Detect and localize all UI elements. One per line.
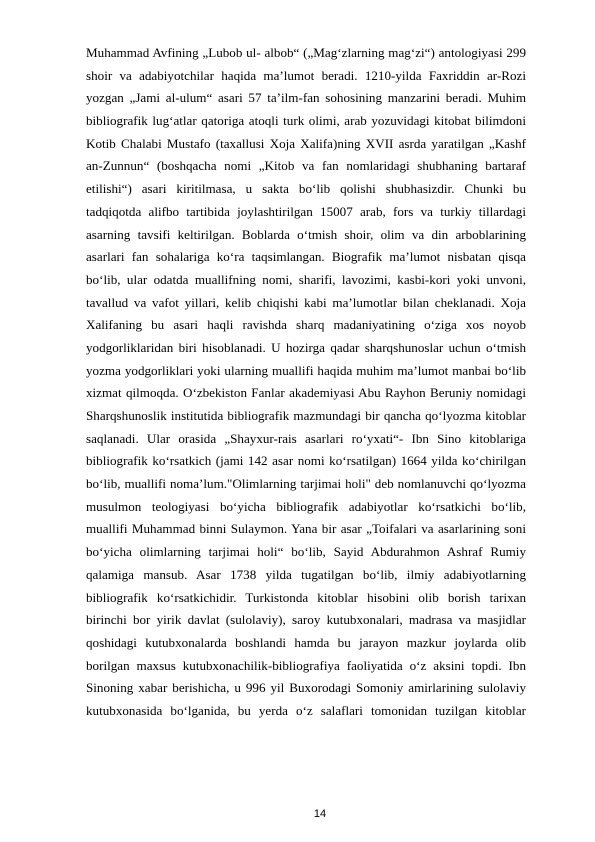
- text-line: tadqiqotda alifbo tartibida joylashtirilgan 15007 arab, fors va turkiy tillardagi: [86, 203, 526, 219]
- text-line: yozgan „Jami al-ulum“ asari 57 ta’ilm-fan sohosining manzarini beradi. Muhim: [86, 90, 526, 106]
- text-line: borilgan maxsus kutubxonachilik-bibliografiya faoliyatida o‘z aksini topdi. Ibn: [86, 657, 526, 673]
- text-line: Xalifaning bu asari haqli ravishda sharq madaniyatining o‘ziga xos noyob: [86, 317, 526, 333]
- text-line: yodgorliklaridan biri hisoblanadi. U hozirga qadar sharqshunoslar uchun o‘tmish: [86, 339, 526, 355]
- text-line: an-Zunnun“ (boshqacha nomi „Kitob va fan nomlaridagi shubhaning bartaraf: [86, 158, 526, 174]
- text-line: Kotib Chalabi Mustafo (taxallusi Xoja Xalifa)ning XVII asrda yaratilgan „Kashf: [86, 135, 526, 151]
- text-line: asarning tavsifi keltirilgan. Boblarda o‘tmish shoir, olim va din arboblarining: [86, 226, 526, 242]
- text-line: etilishi“) asari kiritilmasa, u sakta bo‘lib qolishi shubhasizdir. Chunki bu: [86, 181, 526, 197]
- text-line: qoshidagi kutubxonalarda boshlandi hamda bu jarayon mazkur joylarda olib: [86, 634, 526, 650]
- text-line: birinchi bor yirik davlat (sulolaviy), saroy kutubxonalari, madrasa va masjidlar: [86, 612, 526, 628]
- text-line: bibliografik ko‘rsatkich (jami 142 asar nomi ko‘rsatilgan) 1664 yilda ko‘chirilgan: [86, 453, 526, 469]
- text-line: kutubxonasida bo‘lganida, bu yerda o‘z salaflari tomonidan tuzilgan kitoblar: [86, 702, 526, 718]
- body-paragraph: [86, 42, 526, 723]
- text-line: bo‘lib, muallifi noma’lum."Olimlarning tarjimai holi" deb nomlanuvchi qo‘lyozma: [86, 476, 526, 492]
- text-line: bo‘yicha olimlarning tarjimai holi“ bo‘lib, Sayid Abdurahmon Ashraf Rumiy: [86, 544, 526, 560]
- text-line: xizmat qilmoqda. O‘zbekiston Fanlar akademiyasi Abu Rayhon Beruniy nomidagi: [86, 385, 526, 401]
- text-line: Sharqshunoslik institutida bibliografik mazmundagi bir qancha qo‘lyozma kitoblar: [86, 408, 526, 423]
- text-line: musulmon teologiyasi bo‘yicha bibliografik adabiyotlar ko‘rsatkichi bo‘lib,: [86, 498, 526, 514]
- text-line: shoir va adabiyotchilar haqida ma’lumot beradi. 1210-yilda Faxriddin ar-Rozi: [86, 67, 526, 83]
- text-line: yozma yodgorliklari yoki ularning muallifi haqida muhim ma’lumot manbai bo‘lib: [86, 362, 526, 378]
- text-line: saqlanadi. Ular orasida „Shayxur-rais asarlari ro‘yxati“- Ibn Sino kitoblariga: [86, 430, 526, 446]
- text-line: Sinoning xabar berishicha, u 996 yil Buxorodagi Somoniy amirlarining sulolaviy: [86, 680, 526, 696]
- text-line: bibliografik lug‘atlar qatoriga atoqli turk olimi, arab yozuvidagi kitobat bilimdoni: [86, 113, 526, 129]
- text-line: muallifi Muhammad binni Sulaymon. Yana bir asar „Toifalari va asarlarining soni: [86, 521, 526, 537]
- text-line: bibliografik ko‘rsatkichidir. Turkistonda kitoblar hisobini olib borish tarixan: [86, 589, 526, 605]
- text-line: tavallud va vafot yillari, kelib chiqishi kabi ma’lumotlar bilan cheklanadi. Xoja: [86, 294, 526, 310]
- page-number: 14: [313, 808, 327, 820]
- text-line: qalamiga mansub. Asar 1738 yilda tugatilgan bo‘lib, ilmiy adabiyotlarning: [86, 566, 526, 582]
- text-line: Muhammad Avfining „Lubob ul- albob“ („Mag‘zlarning mag‘zi“) antologiyasi 299: [86, 45, 526, 60]
- text-line: bo‘lib, ular odatda muallifning nomi, sharifi, lavozimi, kasbi-kori yoki unvoni,: [86, 271, 526, 287]
- text-line: asarlari fan sohalariga ko‘ra taqsimlangan. Biografik ma’lumot nisbatan qisqa: [86, 249, 526, 265]
